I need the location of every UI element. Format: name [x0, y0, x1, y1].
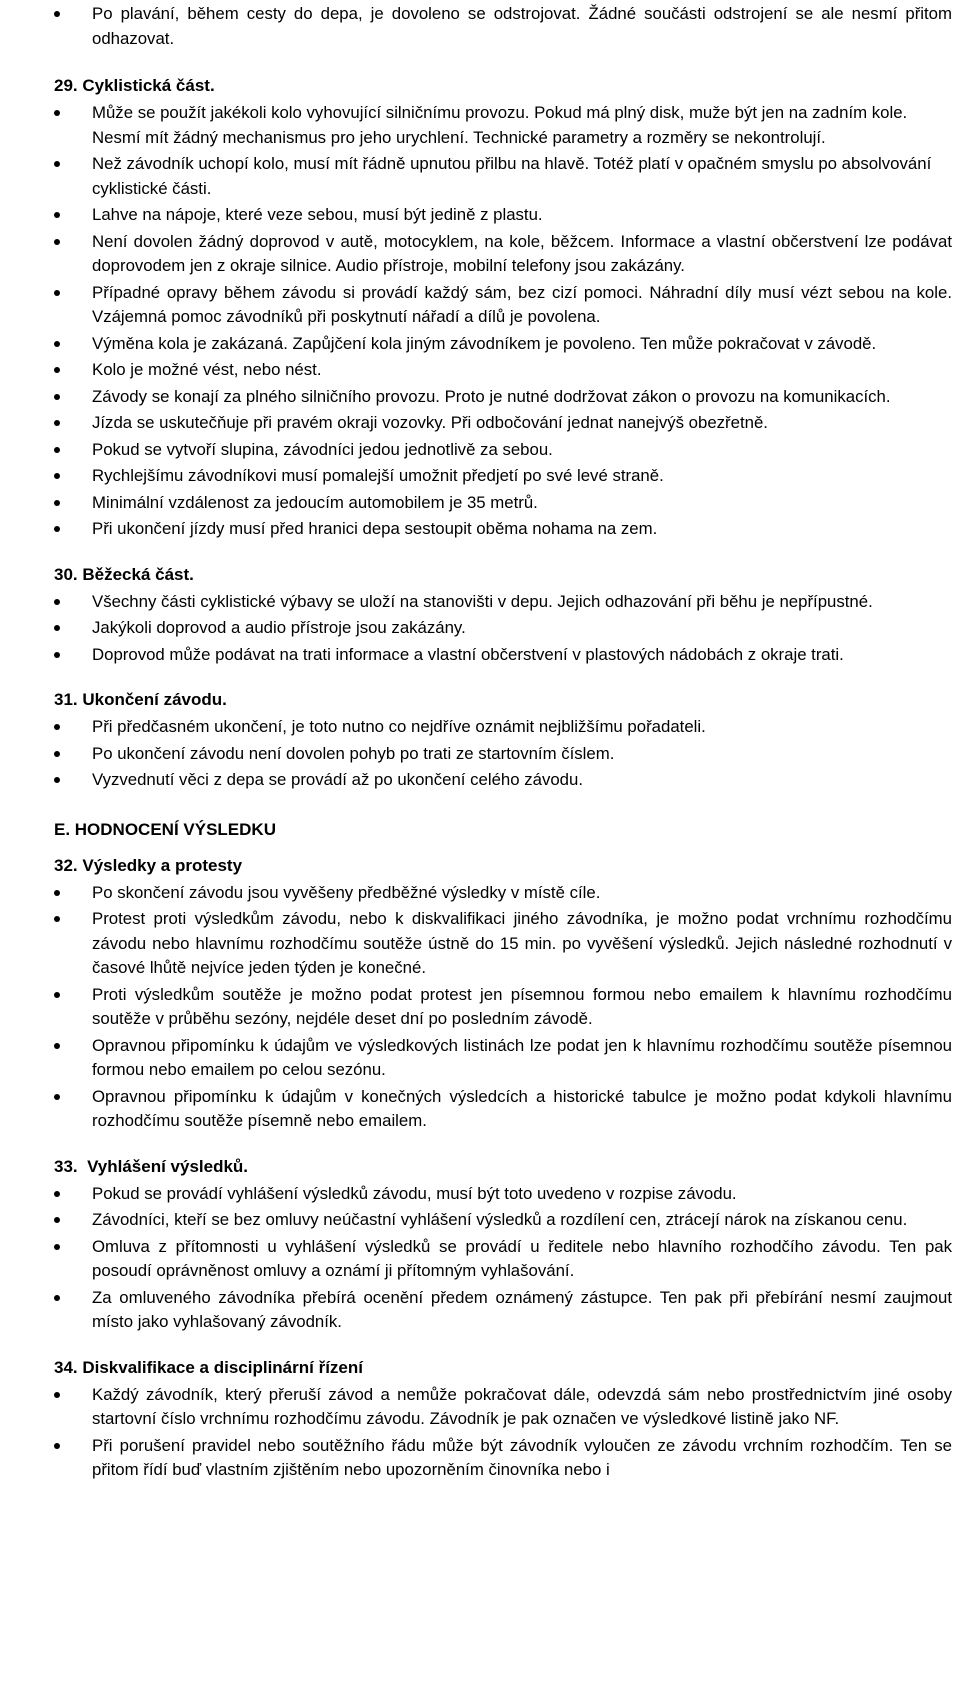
list-item-text: Omluva z přítomnosti u vyhlášení výsledků se provádí u ředitele nebo hlavního rozhodčího závodu. Ten pak posoudí oprávněnost omluvy a oznámí ji přítomným vyhlašování.: [92, 1236, 952, 1280]
section-heading: 34. Diskvalifikace a disciplinární řízení: [54, 1357, 363, 1377]
list-item: [54, 2, 952, 51]
list-item: [54, 464, 952, 489]
list-item-text: Při porušení pravidel nebo soutěžního řádu může být závodník vyloučen ze závodu vrchním rozhodčím. Ten se přitom řídí buď vlastním zjištěním nebo upozorněním činovníka nebo i: [92, 1435, 952, 1479]
list-item-text: Rychlejšímu závodníkovi musí pomalejší umožnit předjetí po své levé straně.: [92, 466, 664, 485]
list-item: [54, 1182, 952, 1207]
list-item: [54, 907, 952, 981]
list-item-text: Po plavání, během cesty do depa, je dovoleno se odstrojovat. Žádné součásti odstrojení se ale nesmí přitom odhazovat.: [92, 4, 952, 48]
list-item: [54, 1034, 952, 1083]
section-list: [54, 101, 952, 542]
list-item: [54, 281, 952, 330]
list-item: [54, 101, 952, 150]
list-item-text: Minimální vzdálenost za jedoucím automobilem je 35 metrů.: [92, 492, 538, 512]
bullet-icon: [54, 1191, 60, 1197]
bullet-icon: [54, 1043, 60, 1049]
list-item-text: Než závodník uchopí kolo, musí mít řádně upnutou přilbu na hlavě. Totéž platí v opačném smyslu po absolvování cyklistické části.: [92, 154, 932, 198]
bullet-icon: [54, 447, 60, 453]
bullet-icon: [54, 341, 60, 347]
bullet-icon: [54, 110, 60, 116]
list-item-text: Po skončení závodu jsou vyvěšeny předběžné výsledky v místě cíle.: [92, 882, 601, 902]
section-list: [54, 715, 952, 793]
list-item: [54, 1208, 952, 1233]
list-item: [54, 517, 952, 542]
list-item-text: Lahve na nápoje, které veze sebou, musí být jedině z plastu.: [92, 205, 543, 224]
section-list: [54, 1182, 952, 1335]
bullet-icon: [54, 212, 60, 218]
list-item-text: Každý závodník, který přeruší závod a nemůže pokračovat dále, odevzdá sám nebo prostřednictvím jiné osoby startovní číslo vrchnímu rozhodčímu závodu. Závodník je pak označen ve výsledkové listině jako NF.: [92, 1384, 952, 1428]
list-item-text: Pokud se vytvoří slupina, závodníci jedou jednotlivě za sebou.: [92, 439, 553, 459]
list-item-text: Opravnou připomínku k údajům v konečných výsledcích a historické tabulce je možno podat kdykoli hlavnímu rozhodčímu soutěže písemně nebo emailem.: [92, 1086, 952, 1130]
bullet-icon: [54, 420, 60, 426]
list-item: [54, 643, 952, 668]
bullet-icon: [54, 239, 60, 245]
list-item-text: Kolo je možné vést, nebo nést.: [92, 360, 322, 379]
list-item-text: Jízda se uskutečňuje při pravém okraji vozovky. Při odbočování jednat nanejvýš obezřetně.: [92, 413, 768, 432]
list-item-text: Protest proti výsledkům závodu, nebo k diskvalifikaci jiného závodníka, je možno podat vrchnímu rozhodčímu závodu nebo hlavnímu rozhodčímu soutěže ústně do 15 min. po vyvěšení výsledků. Jejich následné rozhodnutí v časové lhůtě nejvíce jeden týden je konečné.: [92, 909, 952, 977]
list-item-text: Za omluveného závodníka přebírá ocenění předem oznámený zástupce. Ten pak při přebírání nesmí zaujmout místo jako vyhlašovaný závodník.: [92, 1287, 952, 1331]
section-list: [54, 881, 952, 1134]
bullet-icon: [54, 367, 60, 373]
bullet-icon: [54, 890, 60, 896]
section-list: [54, 590, 952, 668]
section-finish: [54, 689, 952, 793]
list-item: [54, 411, 952, 436]
bullet-icon: [54, 1392, 60, 1398]
list-item: [54, 230, 952, 279]
section-disqualification: [54, 1357, 952, 1483]
section-announcement: [54, 1156, 952, 1335]
list-item-text: Závodníci, kteří se bez omluvy neúčastní vyhlášení výsledků a rozdílení cen, ztrácejí nárok na získanou cenu.: [92, 1210, 908, 1229]
bullet-icon: [54, 394, 60, 400]
list-item: [54, 881, 952, 906]
bullet-icon: [54, 992, 60, 998]
list-item-text: Při ukončení jízdy musí před hranici depa sestoupit oběma nohama na zem.: [92, 519, 658, 538]
bullet-icon: [54, 526, 60, 532]
section-heading: 30. Běžecká část.: [54, 564, 194, 584]
list-item-text: Při předčasném ukončení, je toto nutno co nejdříve oznámit nejbližšímu pořadateli.: [92, 717, 706, 736]
list-item: [54, 616, 952, 641]
bullet-icon: [54, 161, 60, 167]
bullet-icon: [54, 751, 60, 757]
list-item-text: Všechny části cyklistické výbavy se uloží na stanovišti v depu. Jejich odhazování při běhu je nepřípustné.: [92, 591, 873, 611]
list-item: [54, 438, 952, 463]
list-item: [54, 590, 952, 615]
list-item-text: Pokud se provádí vyhlášení výsledků závodu, musí být toto uvedeno v rozpise závodu.: [92, 1183, 737, 1203]
bullet-icon: [54, 11, 60, 17]
list-item-text: Jakýkoli doprovod a audio přístroje jsou zakázány.: [92, 618, 466, 637]
section-heading: 32. Výsledky a protesty: [54, 855, 243, 875]
list-item: [54, 1434, 952, 1483]
section-running: [54, 564, 952, 668]
list-item: [54, 1235, 952, 1284]
bullet-icon: [54, 1295, 60, 1301]
list-item: [54, 385, 952, 410]
bullet-icon: [54, 599, 60, 605]
intro-list: [54, 2, 952, 51]
list-item: [54, 1085, 952, 1134]
list-item: [54, 983, 952, 1032]
list-item: [54, 203, 952, 228]
bullet-icon: [54, 1217, 60, 1223]
list-item: [54, 332, 952, 357]
section-heading: 31. Ukončení závodu.: [54, 690, 227, 709]
list-item: [54, 358, 952, 383]
bullet-icon: [54, 290, 60, 296]
list-item-text: Vyzvednutí věci z depa se provádí až po ukončení celého závodu.: [92, 770, 584, 789]
list-item: [54, 768, 952, 793]
bullet-icon: [54, 652, 60, 658]
bullet-icon: [54, 1443, 60, 1449]
bullet-icon: [54, 916, 60, 922]
section-heading: 29. Cyklistická část.: [54, 76, 215, 95]
list-item: [54, 152, 952, 201]
list-item-text: Není dovolen žádný doprovod v autě, motocyklem, na kole, běžcem. Informace a vlastní občerstvení lze podávat doprovodem jen z okraje silnice. Audio přístroje, mobilní telefony jsou zakázány.: [92, 231, 952, 275]
list-item-text: Závody se konají za plného silničního provozu. Proto je nutné dodržovat zákon o provozu na komunikacích.: [92, 386, 891, 406]
list-item-text: Může se použít jakékoli kolo vyhovující silničnímu provozu. Pokud má plný disk, muže být jen na zadním kole. Nesmí mít žádný mechanismus pro jeho urychlení. Technické parametry a rozměry se nekontrolují.: [92, 103, 908, 147]
section-cycling: [54, 75, 952, 542]
list-item: [54, 742, 952, 767]
list-item-text: Opravnou připomínku k údajům ve výsledkových listinách lze podat jen k hlavnímu rozhodčímu soutěže písemnou formou nebo emailem po celou sezónu.: [92, 1035, 952, 1079]
list-item: [54, 1286, 952, 1335]
bullet-icon: [54, 724, 60, 730]
list-item: [54, 715, 952, 740]
chapter-heading: E. HODNOCENÍ VÝSLEDKU: [54, 819, 276, 839]
section-results: [54, 855, 952, 1134]
section-heading: 33. Vyhlášení výsledků.: [54, 1156, 249, 1176]
bullet-icon: [54, 777, 60, 783]
list-item-text: Po ukončení závodu není dovolen pohyb po trati ze startovním číslem.: [92, 743, 615, 763]
list-item-text: Výměna kola je zakázaná. Zapůjčení kola jiným závodníkem je povoleno. Ten může pokračovat v závodě.: [92, 333, 877, 353]
list-item-text: Proti výsledkům soutěže je možno podat protest jen písemnou formou nebo emailem k hlavnímu rozhodčímu soutěže v průběhu sezóny, nejdéle deset dní po posledním závodě.: [92, 984, 952, 1028]
bullet-icon: [54, 1244, 60, 1250]
bullet-icon: [54, 1094, 60, 1100]
bullet-icon: [54, 473, 60, 479]
list-item: [54, 491, 952, 516]
bullet-icon: [54, 625, 60, 631]
section-list: [54, 1383, 952, 1483]
bullet-icon: [54, 500, 60, 506]
list-item-text: Případné opravy během závodu si provádí každý sám, bez cizí pomoci. Náhradní díly musí vézt sebou na kole. Vzájemná pomoc závodníků při poskytnutí nářadí a dílů je povolena.: [92, 282, 952, 326]
list-item: [54, 1383, 952, 1432]
list-item-text: Doprovod může podávat na trati informace a vlastní občerstvení v plastových nádobách z okraje trati.: [92, 644, 844, 664]
